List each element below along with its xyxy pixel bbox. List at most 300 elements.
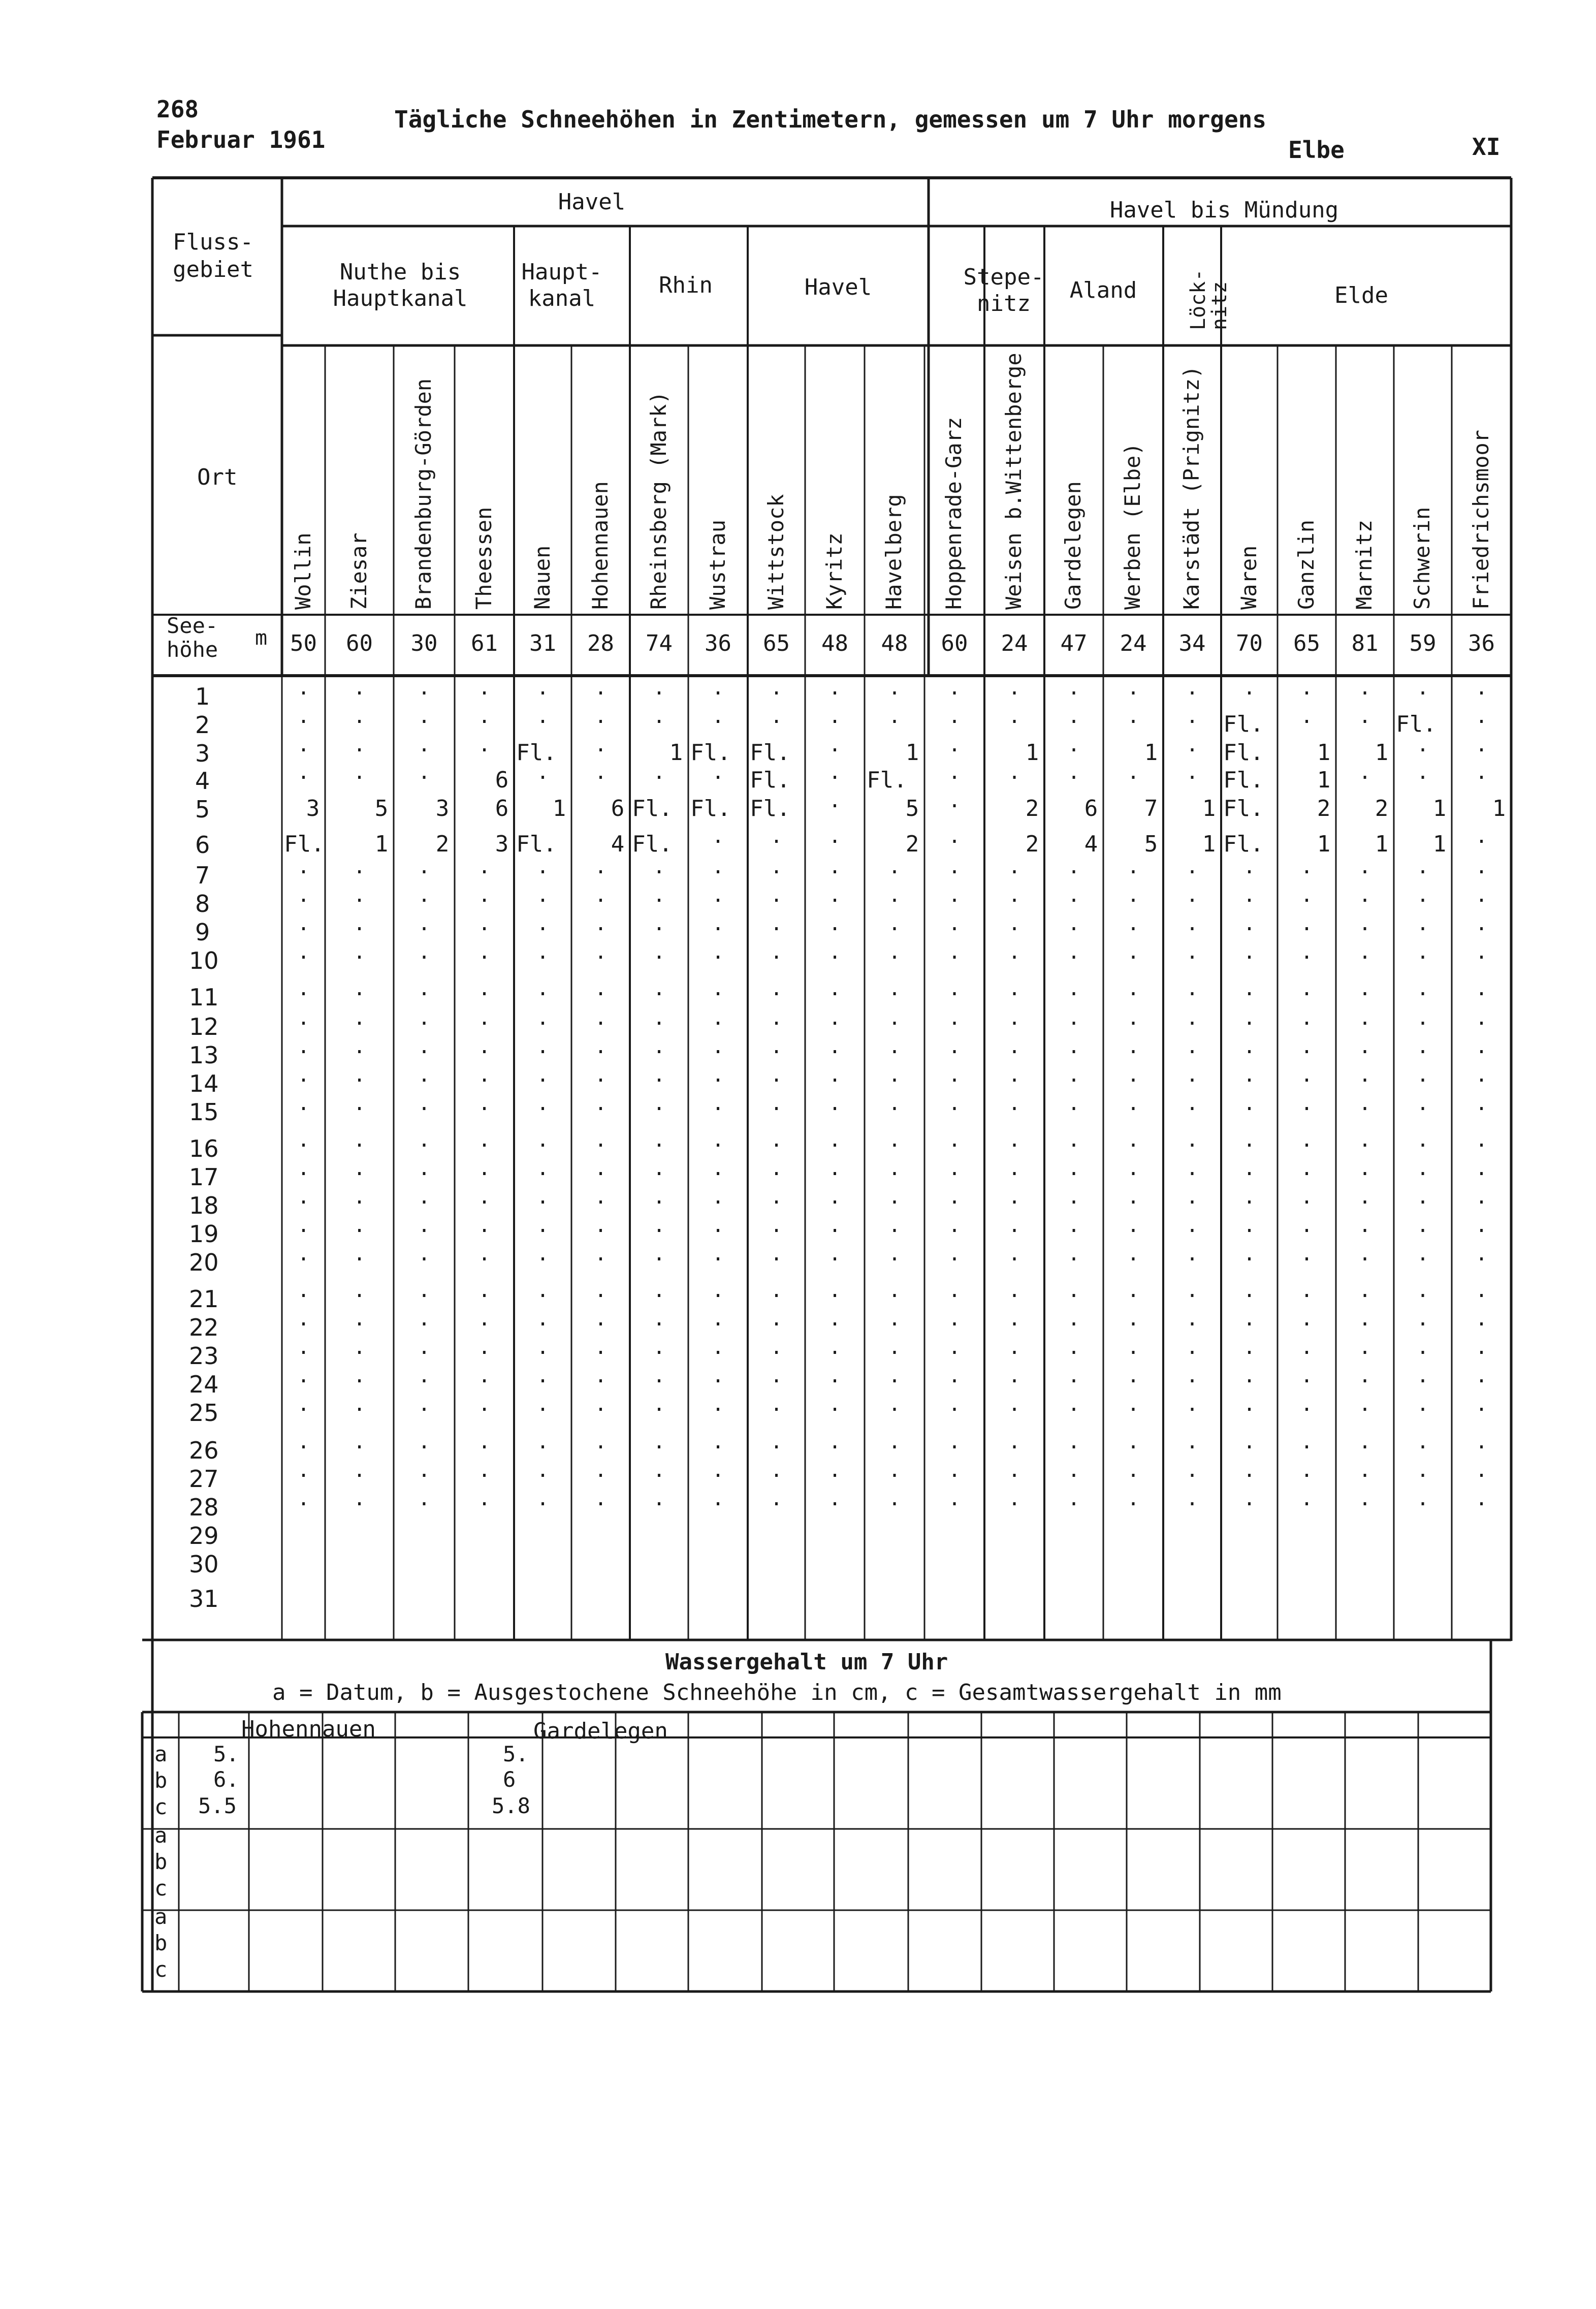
value-cell: 1: [905, 740, 919, 766]
water-gardelegen-b: 6: [503, 1767, 516, 1792]
value-cell: .: [1358, 1242, 1371, 1266]
value-cell: .: [1243, 1214, 1256, 1237]
value-cell: .: [712, 1128, 724, 1152]
value-cell: .: [948, 855, 961, 878]
value-cell: .: [712, 1459, 724, 1482]
value-cell: .: [1358, 1035, 1371, 1058]
value-cell: .: [948, 1459, 961, 1482]
subgroup-rhin: Rhin: [659, 272, 713, 298]
value-cell: .: [1243, 1364, 1256, 1387]
value-cell: .: [770, 1336, 783, 1359]
station-elevation: 74: [646, 630, 673, 656]
value-cell: 1: [1375, 831, 1389, 857]
value-cell: .: [712, 1157, 724, 1180]
value-cell: .: [888, 1307, 901, 1331]
value-cell: .: [353, 1157, 366, 1180]
value-cell: .: [1067, 1393, 1080, 1416]
value-cell: .: [1127, 1487, 1140, 1510]
value-cell: .: [888, 1459, 901, 1482]
value-cell: .: [1358, 1364, 1371, 1387]
value-cell: .: [1008, 1157, 1021, 1180]
value-cell: .: [1008, 1128, 1021, 1152]
value-cell: .: [712, 676, 724, 700]
value-cell: .: [1067, 1279, 1080, 1302]
value-cell: .: [1186, 1459, 1199, 1482]
value-cell: .: [1186, 1128, 1199, 1152]
value-cell: 1: [1202, 796, 1216, 821]
value-cell: .: [1067, 1364, 1080, 1387]
value-cell: .: [1358, 1459, 1371, 1482]
value-cell: .: [418, 1336, 431, 1359]
value-cell: .: [297, 1242, 310, 1266]
ort-label: Ort: [197, 464, 238, 490]
value-cell: .: [1416, 1364, 1429, 1387]
station-name: Schwerin: [1410, 507, 1434, 610]
value-cell: .: [1067, 1063, 1080, 1087]
value-cell: .: [594, 855, 607, 878]
value-cell: .: [297, 1307, 310, 1331]
value-cell: .: [536, 1279, 549, 1302]
value-cell: .: [1127, 1035, 1140, 1058]
value-cell: .: [948, 789, 961, 812]
value-cell: .: [478, 1307, 491, 1331]
value-cell: .: [1475, 977, 1488, 1000]
station-elevation: 28: [587, 630, 614, 656]
value-cell: .: [1186, 705, 1199, 728]
value-cell: .: [770, 855, 783, 878]
value-cell: .: [1127, 912, 1140, 935]
value-cell: .: [712, 1336, 724, 1359]
value-cell: .: [1475, 1128, 1488, 1152]
value-cell: .: [1127, 1006, 1140, 1030]
value-cell: .: [770, 1157, 783, 1180]
value-cell: .: [594, 1364, 607, 1387]
value-cell: .: [1243, 1336, 1256, 1359]
value-cell: .: [1416, 1307, 1429, 1331]
water-row-letter: b: [154, 1931, 168, 1955]
subgroup-aland: Aland: [1069, 277, 1137, 303]
value-cell: .: [1127, 977, 1140, 1000]
value-cell: .: [888, 1092, 901, 1115]
value-cell: .: [653, 977, 665, 1000]
value-cell: Fl.: [690, 796, 731, 821]
value-cell: .: [478, 1035, 491, 1058]
value-cell: .: [1186, 1006, 1199, 1030]
value-cell: .: [712, 761, 724, 784]
value-cell: .: [1067, 855, 1080, 878]
value-cell: .: [418, 705, 431, 728]
value-cell: .: [1186, 1364, 1199, 1387]
value-cell: .: [1358, 1487, 1371, 1510]
value-cell: .: [297, 1430, 310, 1453]
value-cell: .: [770, 1185, 783, 1209]
value-cell: .: [770, 883, 783, 907]
value-cell: .: [1300, 1063, 1313, 1087]
value-cell: .: [594, 912, 607, 935]
value-cell: .: [418, 1459, 431, 1482]
value-cell: .: [1067, 1336, 1080, 1359]
station-name: Weisen b.Wittenberge: [1001, 353, 1026, 610]
value-cell: .: [1475, 940, 1488, 964]
value-cell: .: [418, 912, 431, 935]
value-cell: .: [1243, 1128, 1256, 1152]
value-cell: .: [353, 1242, 366, 1266]
value-cell: .: [418, 1487, 431, 1510]
value-cell: .: [1067, 676, 1080, 700]
value-cell: .: [770, 676, 783, 700]
value-cell: .: [948, 1393, 961, 1416]
value-cell: 3: [435, 796, 450, 821]
station-name: Ziesar: [346, 532, 371, 610]
value-cell: .: [478, 1063, 491, 1087]
subgroup-hauptkanal: Haupt- kanal: [521, 259, 602, 311]
value-cell: .: [594, 705, 607, 728]
value-cell: .: [653, 676, 665, 700]
station-elevation: 47: [1060, 630, 1088, 656]
value-cell: .: [1475, 1035, 1488, 1058]
station-name: Marnitz: [1352, 519, 1377, 610]
value-cell: .: [1416, 1092, 1429, 1115]
value-cell: .: [478, 676, 491, 700]
value-cell: .: [1008, 1279, 1021, 1302]
value-cell: .: [653, 1430, 665, 1453]
value-cell: .: [712, 940, 724, 964]
value-cell: .: [1186, 1307, 1199, 1331]
value-cell: .: [828, 1063, 841, 1087]
value-cell: 4: [1084, 831, 1098, 857]
value-cell: 5: [905, 796, 919, 821]
value-cell: .: [828, 676, 841, 700]
value-cell: .: [1416, 1430, 1429, 1453]
value-cell: .: [828, 1157, 841, 1180]
value-cell: .: [418, 977, 431, 1000]
value-cell: Fl.: [284, 831, 325, 857]
value-cell: .: [594, 1214, 607, 1237]
value-cell: .: [948, 1185, 961, 1209]
value-cell: .: [653, 1063, 665, 1087]
value-cell: .: [418, 1214, 431, 1237]
value-cell: Fl.: [867, 767, 907, 793]
value-cell: .: [1067, 1035, 1080, 1058]
station-name: Gardelegen: [1061, 481, 1086, 610]
value-cell: .: [1127, 940, 1140, 964]
value-cell: .: [828, 1242, 841, 1266]
value-cell: .: [1186, 761, 1199, 784]
value-cell: .: [1008, 1430, 1021, 1453]
water-station-hohennauen: Hohennauen: [241, 1716, 376, 1742]
value-cell: 1: [1317, 740, 1331, 766]
value-cell: .: [653, 1336, 665, 1359]
value-cell: .: [1186, 1092, 1199, 1115]
value-cell: .: [1243, 1307, 1256, 1331]
value-cell: .: [1475, 883, 1488, 907]
value-cell: .: [712, 1035, 724, 1058]
station-name: Brandenburg-Görden: [411, 378, 436, 610]
value-cell: .: [828, 977, 841, 1000]
value-cell: .: [418, 733, 431, 756]
station-elevation: 36: [1468, 630, 1495, 656]
value-cell: .: [712, 1185, 724, 1209]
value-cell: .: [594, 1279, 607, 1302]
station-name: Kyritz: [821, 532, 847, 610]
value-cell: .: [770, 940, 783, 964]
value-cell: .: [948, 1279, 961, 1302]
value-cell: .: [1243, 1157, 1256, 1180]
value-cell: .: [536, 1157, 549, 1180]
value-cell: .: [1475, 733, 1488, 756]
value-cell: .: [712, 1214, 724, 1237]
station-name: Wollin: [290, 532, 315, 610]
value-cell: .: [828, 1307, 841, 1331]
day-number: 17: [189, 1163, 219, 1191]
value-cell: .: [536, 1006, 549, 1030]
value-cell: .: [1243, 940, 1256, 964]
value-cell: .: [1008, 676, 1021, 700]
value-cell: .: [1186, 1035, 1199, 1058]
value-cell: 1: [1432, 831, 1447, 857]
value-cell: .: [948, 1430, 961, 1453]
value-cell: .: [297, 1279, 310, 1302]
value-cell: .: [828, 1336, 841, 1359]
value-cell: .: [712, 1393, 724, 1416]
value-cell: .: [653, 1092, 665, 1115]
station-elevation: 61: [471, 630, 498, 656]
day-number: 2: [195, 711, 210, 739]
water-gardelegen-c: 5.8: [492, 1793, 530, 1818]
day-number: 13: [189, 1041, 219, 1069]
station-name: Waren: [1236, 545, 1261, 610]
value-cell: .: [1475, 1307, 1488, 1331]
value-cell: .: [297, 1336, 310, 1359]
station-elevation: 65: [763, 630, 790, 656]
value-cell: .: [1358, 855, 1371, 878]
water-row-letter: a: [154, 1823, 168, 1848]
value-cell: 1: [374, 831, 389, 857]
value-cell: .: [1358, 1307, 1371, 1331]
value-cell: .: [1416, 883, 1429, 907]
value-cell: .: [594, 1092, 607, 1115]
value-cell: .: [653, 1035, 665, 1058]
value-cell: .: [478, 1006, 491, 1030]
value-cell: .: [1008, 1035, 1021, 1058]
value-cell: .: [1300, 1393, 1313, 1416]
value-cell: .: [297, 1214, 310, 1237]
value-cell: .: [418, 1430, 431, 1453]
value-cell: .: [1300, 940, 1313, 964]
value-cell: .: [353, 1364, 366, 1387]
value-cell: .: [1358, 1214, 1371, 1237]
value-cell: .: [1186, 912, 1199, 935]
value-cell: .: [1475, 912, 1488, 935]
value-cell: .: [948, 977, 961, 1000]
flussgebiet-label: Fluss- gebiet: [173, 229, 253, 282]
station-name: Werben (Elbe): [1120, 442, 1145, 610]
value-cell: .: [536, 912, 549, 935]
day-number: 5: [195, 796, 210, 823]
value-cell: .: [1416, 733, 1429, 756]
value-cell: .: [1008, 1459, 1021, 1482]
value-cell: .: [712, 1063, 724, 1087]
value-cell: .: [888, 1393, 901, 1416]
value-cell: .: [353, 1128, 366, 1152]
station-elevation: 24: [1001, 630, 1028, 656]
value-cell: .: [653, 1157, 665, 1180]
value-cell: .: [712, 1430, 724, 1453]
value-cell: 1: [1492, 796, 1506, 821]
value-cell: .: [1127, 705, 1140, 728]
value-cell: .: [888, 1128, 901, 1152]
value-cell: .: [1127, 1430, 1140, 1453]
water-row-letter: c: [154, 1957, 168, 1982]
day-number: 28: [189, 1494, 219, 1521]
water-hohennauen-c: 5.5: [198, 1793, 237, 1818]
value-cell: .: [478, 1279, 491, 1302]
value-cell: .: [1300, 977, 1313, 1000]
value-cell: .: [594, 1307, 607, 1331]
value-cell: .: [888, 940, 901, 964]
value-cell: .: [948, 1364, 961, 1387]
station-elevation: 60: [346, 630, 373, 656]
value-cell: .: [418, 855, 431, 878]
value-cell: .: [1186, 676, 1199, 700]
value-cell: .: [297, 733, 310, 756]
water-row-letter: a: [154, 1904, 168, 1929]
value-cell: .: [1008, 977, 1021, 1000]
value-cell: .: [297, 883, 310, 907]
station-elevation: 34: [1178, 630, 1206, 656]
day-number: 7: [195, 862, 210, 889]
value-cell: 1: [1202, 831, 1216, 857]
value-cell: .: [770, 1242, 783, 1266]
station-name: Ganzlin: [1293, 519, 1319, 610]
value-cell: 3: [306, 796, 320, 821]
value-cell: .: [770, 1006, 783, 1030]
value-cell: .: [1186, 1336, 1199, 1359]
value-cell: .: [353, 705, 366, 728]
value-cell: .: [478, 733, 491, 756]
value-cell: .: [948, 912, 961, 935]
value-cell: .: [1008, 855, 1021, 878]
value-cell: .: [1008, 761, 1021, 784]
value-cell: .: [1008, 1336, 1021, 1359]
value-cell: .: [948, 1242, 961, 1266]
value-cell: .: [828, 1459, 841, 1482]
value-cell: .: [888, 1214, 901, 1237]
value-cell: .: [653, 1242, 665, 1266]
day-number: 3: [195, 740, 210, 767]
station-elevation: 60: [941, 630, 968, 656]
value-cell: .: [594, 1336, 607, 1359]
value-cell: 6: [495, 767, 509, 793]
value-cell: .: [653, 1006, 665, 1030]
value-cell: .: [1127, 1128, 1140, 1152]
value-cell: .: [536, 1487, 549, 1510]
value-cell: .: [297, 1487, 310, 1510]
value-cell: .: [1243, 1006, 1256, 1030]
value-cell: .: [418, 1279, 431, 1302]
value-cell: .: [1127, 855, 1140, 878]
day-number: 4: [195, 767, 210, 795]
value-cell: .: [948, 825, 961, 848]
station-elevation: 36: [705, 630, 731, 656]
value-cell: .: [1300, 1128, 1313, 1152]
value-cell: .: [536, 883, 549, 907]
value-cell: .: [1358, 705, 1371, 728]
value-cell: .: [1127, 1157, 1140, 1180]
value-cell: .: [418, 1185, 431, 1209]
value-cell: .: [653, 1279, 665, 1302]
subgroup-loecknitz: Löck- nitz: [1187, 269, 1231, 330]
value-cell: .: [1300, 1214, 1313, 1237]
value-cell: .: [1008, 1393, 1021, 1416]
value-cell: .: [1416, 1393, 1429, 1416]
value-cell: .: [1475, 1393, 1488, 1416]
value-cell: .: [1243, 1430, 1256, 1453]
value-cell: .: [888, 1487, 901, 1510]
value-cell: .: [770, 1063, 783, 1087]
value-cell: .: [594, 1185, 607, 1209]
value-cell: .: [653, 761, 665, 784]
value-cell: 2: [1025, 831, 1039, 857]
value-cell: .: [1416, 1214, 1429, 1237]
value-cell: .: [478, 1430, 491, 1453]
value-cell: .: [1416, 761, 1429, 784]
value-cell: .: [536, 1430, 549, 1453]
value-cell: .: [1127, 1242, 1140, 1266]
value-cell: .: [594, 977, 607, 1000]
day-number: 26: [189, 1437, 219, 1464]
value-cell: .: [1358, 1336, 1371, 1359]
value-cell: .: [418, 1128, 431, 1152]
subgroup-havel: Havel: [804, 274, 872, 300]
value-cell: 7: [1144, 796, 1158, 821]
value-cell: .: [888, 1336, 901, 1359]
value-cell: .: [297, 1364, 310, 1387]
value-cell: .: [1067, 1242, 1080, 1266]
value-cell: .: [1067, 1487, 1080, 1510]
value-cell: .: [536, 1393, 549, 1416]
value-cell: .: [297, 1128, 310, 1152]
value-cell: .: [1243, 1459, 1256, 1482]
value-cell: .: [1186, 977, 1199, 1000]
value-cell: .: [948, 1128, 961, 1152]
value-cell: .: [770, 1364, 783, 1387]
value-cell: .: [297, 761, 310, 784]
value-cell: .: [1416, 1242, 1429, 1266]
value-cell: .: [353, 940, 366, 964]
value-cell: Fl.: [632, 796, 673, 821]
value-cell: .: [1243, 1092, 1256, 1115]
value-cell: .: [1358, 1279, 1371, 1302]
value-cell: .: [828, 789, 841, 812]
value-cell: .: [828, 1364, 841, 1387]
value-cell: .: [1300, 1487, 1313, 1510]
day-number: 31: [189, 1585, 219, 1612]
value-cell: .: [1416, 912, 1429, 935]
value-cell: .: [1186, 940, 1199, 964]
value-cell: .: [888, 1185, 901, 1209]
value-cell: .: [1127, 676, 1140, 700]
value-cell: .: [712, 977, 724, 1000]
value-cell: .: [1416, 1459, 1429, 1482]
value-cell: .: [888, 1035, 901, 1058]
value-cell: .: [1300, 1092, 1313, 1115]
station-elevation: 31: [529, 630, 556, 656]
value-cell: .: [712, 883, 724, 907]
value-cell: Fl.: [1223, 767, 1264, 793]
value-cell: .: [297, 1459, 310, 1482]
value-cell: .: [353, 733, 366, 756]
